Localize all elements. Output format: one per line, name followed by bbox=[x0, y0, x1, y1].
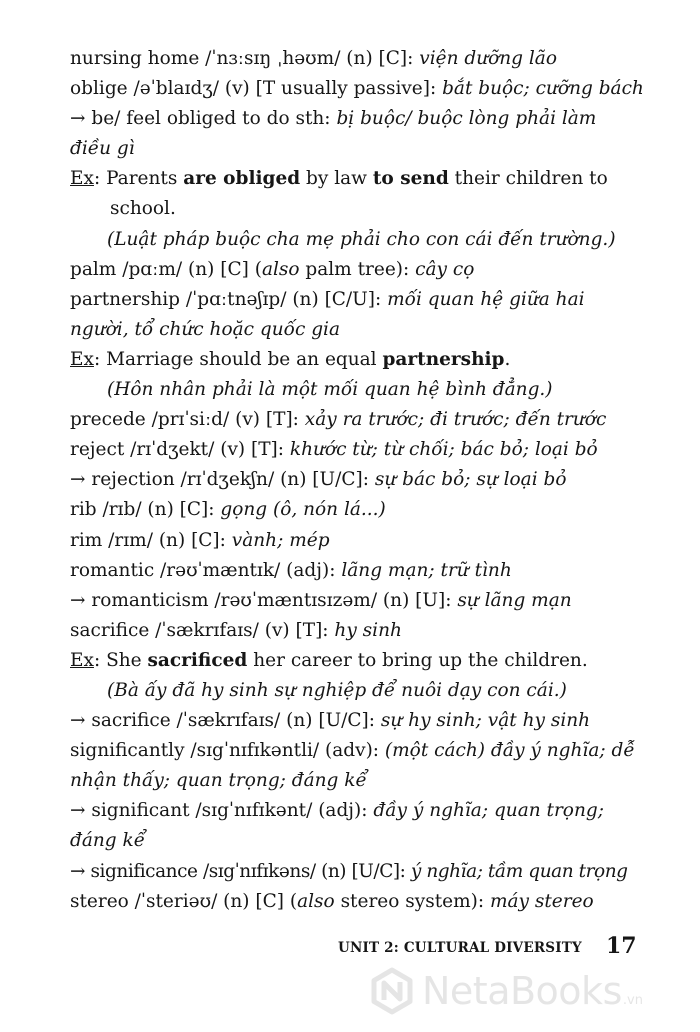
entry-romanticism: → romanticism /rəʊˈmæntɪsɪzəm/ (n) [U]: sự lãng mạn bbox=[70, 589, 572, 611]
entry-precede: precede /prɪˈsiːd/ (v) [T]: xảy ra trước; đi trước; đến trước bbox=[70, 409, 607, 431]
watermark-brand: NetaBooks bbox=[422, 969, 622, 1013]
entry-oblige: oblige /əˈblaɪdʒ/ (v) [T usually passive]: bắt buộc; cưỡng bách bbox=[70, 78, 644, 100]
running-footer: UNIT 2: CULTURAL DIVERSITY bbox=[338, 940, 582, 956]
watermark bbox=[368, 963, 688, 1019]
page-number: 17 bbox=[606, 933, 637, 959]
entry-rim: rim /rɪm/ (n) [C]: vành; mép bbox=[70, 529, 330, 551]
entry-partnership: partnership /ˈpɑːtnəʃɪp/ (n) [C/U]: mối quan hệ giữa hai người, tổ chức hoặc quốc gia bbox=[70, 288, 585, 340]
example-translation: (Bà ấy đã hy sinh sự nghiệp để nuôi dạy con cái.) bbox=[107, 679, 567, 701]
entry-nursing-home: nursing home /ˈnɜːsɪŋ ˌhəʊm/ (n) [C]: viện dưỡng lão bbox=[70, 48, 557, 69]
entry-reject: reject /rɪˈdʒekt/ (v) [T]: khước từ; từ chối; bác bỏ; loại bỏ bbox=[70, 439, 598, 461]
entry-rib: rib /rɪb/ (n) [C]: gọng (ô, nón lá...) bbox=[70, 499, 386, 521]
watermark-suffix: .vn bbox=[622, 992, 643, 1008]
example-sacrifice: Ex: She sacrificed her career to bring up the children. bbox=[70, 649, 588, 671]
entry-significantly: significantly /sɪgˈnɪfɪkəntli/ (adv): (một cách) đầy ý nghĩa; dễ nhận thấy; quan trọng; đáng kể bbox=[70, 740, 635, 792]
entry-be-obliged: → be/ feel obliged to do sth: bị buộc/ buộc lòng phải làm điều gì bbox=[70, 108, 597, 160]
entry-significance: → significance /sɪgˈnɪfɪkəns/ (n) [U/C]: ý nghĩa; tầm quan trọng bbox=[70, 860, 628, 882]
example-translation: (Hôn nhân phải là một mối quan hệ bình đẳng.) bbox=[107, 379, 553, 401]
entry-sacrifice-verb: sacrifice /ˈsækrɪfaɪs/ (v) [T]: hy sinh bbox=[70, 619, 402, 641]
example-partnership: Ex: Marriage should be an equal partnership. bbox=[70, 348, 511, 370]
entry-palm: palm /pɑːm/ (n) [C] (also palm tree): cây cọ bbox=[70, 258, 475, 280]
netabooks-logo-icon bbox=[368, 967, 416, 1015]
vocabulary-list bbox=[70, 44, 644, 917]
entry-rejection: → rejection /rɪˈdʒekʃn/ (n) [U/C]: sự bác bỏ; sự loại bỏ bbox=[70, 469, 567, 491]
entry-significant: → significant /sɪgˈnɪfɪkənt/ (adj): đầy ý nghĩa; quan trọng; đáng kể bbox=[70, 800, 604, 852]
entry-romantic: romantic /rəʊˈmæntɪk/ (adj): lãng mạn; trữ tình bbox=[70, 559, 512, 581]
entry-sacrifice-noun: → sacrifice /ˈsækrɪfaɪs/ (n) [U/C]: sự hy sinh; vật hy sinh bbox=[70, 710, 591, 732]
example-oblige: Ex: Parents are obliged by law to send their children to school. bbox=[70, 168, 608, 220]
entry-stereo: stereo /ˈsteriəʊ/ (n) [C] (also stereo system): máy stereo bbox=[70, 890, 594, 912]
example-translation: (Luật pháp buộc cha mẹ phải cho con cái đến trường.) bbox=[107, 228, 616, 250]
